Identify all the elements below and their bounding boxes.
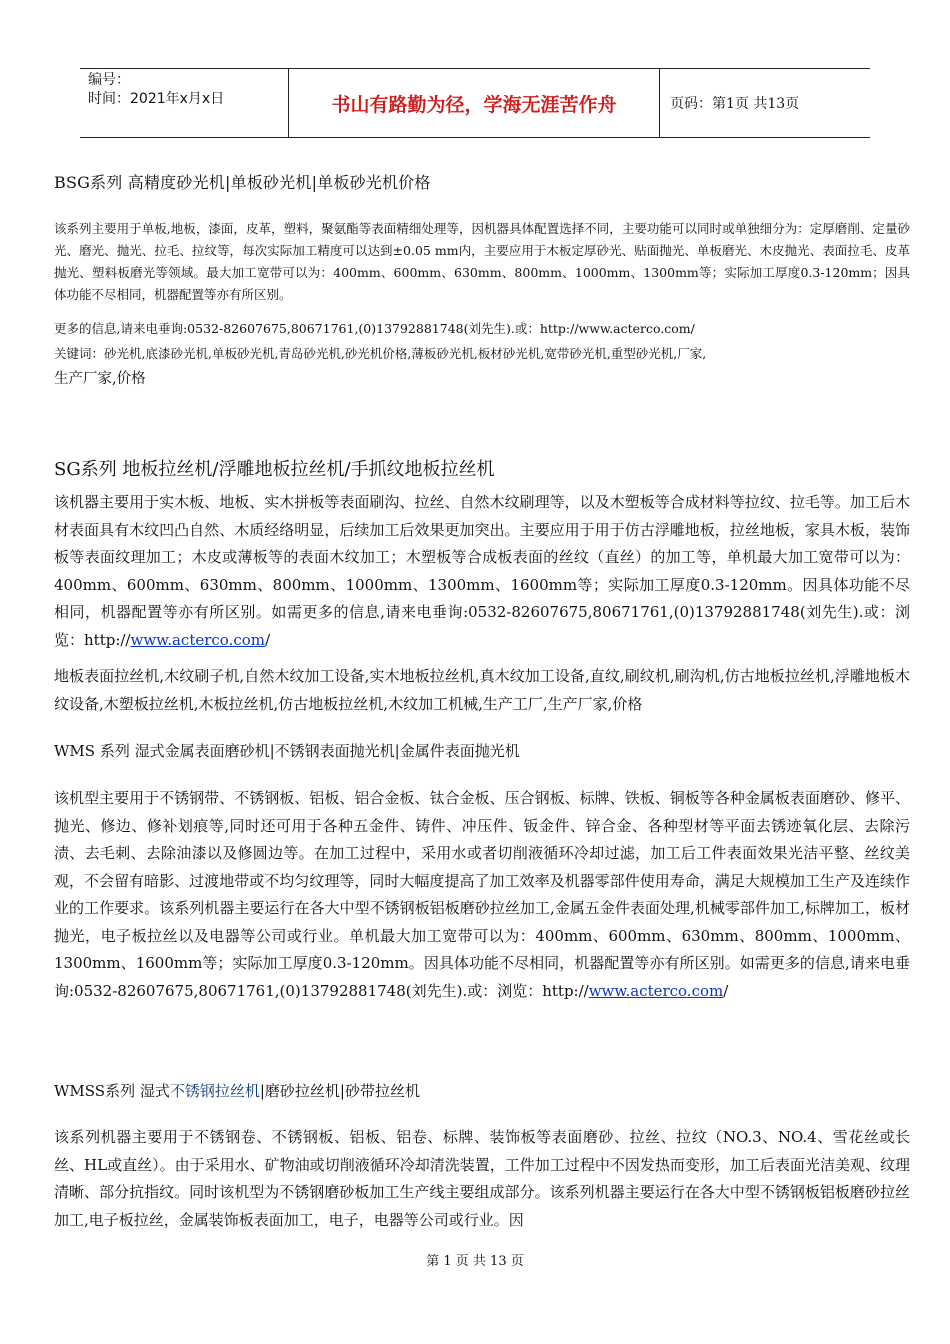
header-meta bbox=[80, 69, 288, 137]
sg-body bbox=[54, 489, 910, 654]
bsg-body: 该系列主要用于单板,地板，漆面，皮革，塑料，聚氨酯等表面精细处理等，因机器具体配置选择不同，主要功能可以同时或单独细分为：定厚磨削、定量砂光、磨光、抛光、拉毛、拉纹等，每次实际加工精度可以达到±0.05 mm内，主要应用于木板定厚砂光、贴面抛光、单板磨光、木皮抛光、表面拉毛、皮革抛光、塑料板磨光等领域。最大加工宽带可以为：400mm、600mm、630mm、800mm、1000mm、1300mm等；实际加工厚度0.3-120mm；因具体功能不尽相同，机器配置等亦有所区别。 bbox=[54, 221, 910, 302]
wmss-title-suffix: |磨砂拉丝机|砂带拉丝机 bbox=[259, 1082, 420, 1100]
wmss-body: 该系列机器主要用于不锈钢卷、不锈钢板、铝板、铝卷、标牌、装饰板等表面磨砂、拉丝、拉纹（NO.3、NO.4、雪花丝或长丝、HL或直丝）。由于采用水、矿物油或切削液循环冷却清洗装置，工件加工过程中不因发热而变形，加工后表面光洁美观、纹理清晰、部分抗指纹。同时该机型为不锈钢磨砂板加工生产线主要组成部分。该系列机器主要运行在各大中型不锈钢板铝板磨砂拉丝加工,电子板拉丝，金属装饰板表面加工，电子，电器等公司或行业。因 bbox=[54, 1128, 910, 1229]
sg-title: SG系列 地板拉丝机/浮雕地板拉丝机/手抓纹地板拉丝机 bbox=[54, 459, 495, 480]
sg-link-tail: / bbox=[265, 630, 271, 649]
wms-link-tail: / bbox=[723, 981, 729, 1000]
page-footer: 第 1 页 共 13 页 bbox=[426, 1254, 524, 1269]
bsg-keywords-line2: 生产厂家,价格 bbox=[54, 371, 146, 387]
wms-body-text: 该机型主要用于不锈钢带、不锈钢板、铝板、铝合金板、钛合金板、压合钢板、标牌、铁板、铜板等各种金属板表面磨砂、修平、抛光、修边、修补划痕等,同时还可用于各种五金件、铸件、冲压件、钣金件、锌合金、各种型材等平面去锈迹氧化层、去除污渍、去毛刺、去除油漆以及修圆边等。在加工过程中，采用水或者切削液循环冷却过滤，加工后工件表面效果光洁平整、丝纹美观，不会留有暗影、过渡地带或不均匀纹理等，同时大幅度提高了加工效率及机器零部件使用寿命，满足大规模加工生产及连续作业的工作要求。该系列机器主要运行在各大中型不锈钢板铝板磨砂拉丝加工,金属五金件表面处理,机械零部件加工,标牌加工，板材抛光，电子板拉丝以及电器等公司或行业。单机最大加工宽带可以为：400mm、600mm、630mm、800mm、1000mm、1300mm、1600mm等；实际加工厚度0.3-120mm。因具体功能不尽相同，机器配置等亦有所区别。如需更多的信息,请来电垂询:0532-82607675,80671761,(0)13792881748(刘先生).或：浏览：http:// bbox=[54, 789, 910, 1000]
sg-website-link[interactable]: www.acterco.com bbox=[130, 630, 266, 649]
sg-keywords: 地板表面拉丝机,木纹刷子机,自然木纹加工设备,实木地板拉丝机,真木纹加工设备,直纹,刷纹机,刷沟机,仿古地板拉丝机,浮雕地板木纹设备,木塑板拉丝机,木板拉丝机,仿古地板拉丝机,木纹加工机械,生产工厂,生产厂家,价格 bbox=[54, 667, 910, 713]
bsg-contact: 更多的信息,请来电垂询:0532-82607675,80671761,(0)13792881748(刘先生).或：http://www.acterco.com/ bbox=[54, 321, 695, 336]
sg-body-text: 该机器主要用于实木板、地板、实木拼板等表面刷沟、拉丝、自然木纹刷理等，以及木塑板等合成材料等拉纹、拉毛等。加工后木材表面具有木纹凹凸自然、木质经络明显，后续加工后效果更加突出。主要应用于用于仿古浮雕地板，拉丝地板，家具木板，装饰板等表面纹理加工；木皮或薄板等的表面木纹加工；木塑板等合成板表面的丝纹（直丝）的加工等，单机最大加工宽带可以为：400mm、600mm、630mm、800mm、1000mm、1300mm、1600mm等；实际加工厚度0.3-120mm。因具体功能不尽相同，机器配置等亦有所区别。如需更多的信息,请来电垂询:0532-82607675,80671761,(0)13792881748(刘先生).或：浏览：http:// bbox=[54, 493, 910, 649]
wmss-title bbox=[54, 1080, 910, 1101]
wmss-title-prefix: WMSS系列 湿式 bbox=[54, 1082, 170, 1100]
number-label: 编号： bbox=[88, 72, 130, 88]
time-label: 时间：2021年x月x日 bbox=[88, 91, 225, 107]
bsg-keywords-line1: 关键词：砂光机,底漆砂光机,单板砂光机,青岛砂光机,砂光机价格,薄板砂光机,板材砂光机,宽带砂光机,重型砂光机,厂家, bbox=[54, 346, 707, 361]
wmss-title-highlight: 不锈钢拉丝机 bbox=[169, 1082, 260, 1100]
wms-website-link[interactable]: www.acterco.com bbox=[588, 981, 724, 1000]
wms-body bbox=[54, 785, 910, 1005]
page-header bbox=[80, 68, 870, 138]
bsg-title: BSG系列 高精度砂光机|单板砂光机|单板砂光机价格 bbox=[54, 173, 431, 192]
header-page-info: 页码：第1页 共13页 bbox=[670, 96, 800, 112]
wms-title: WMS 系列 湿式金属表面磨砂机|不锈钢表面抛光机|金属件表面抛光机 bbox=[54, 742, 520, 760]
header-motto: 书山有路勤为径，学海无涯苦作舟 bbox=[288, 69, 660, 137]
